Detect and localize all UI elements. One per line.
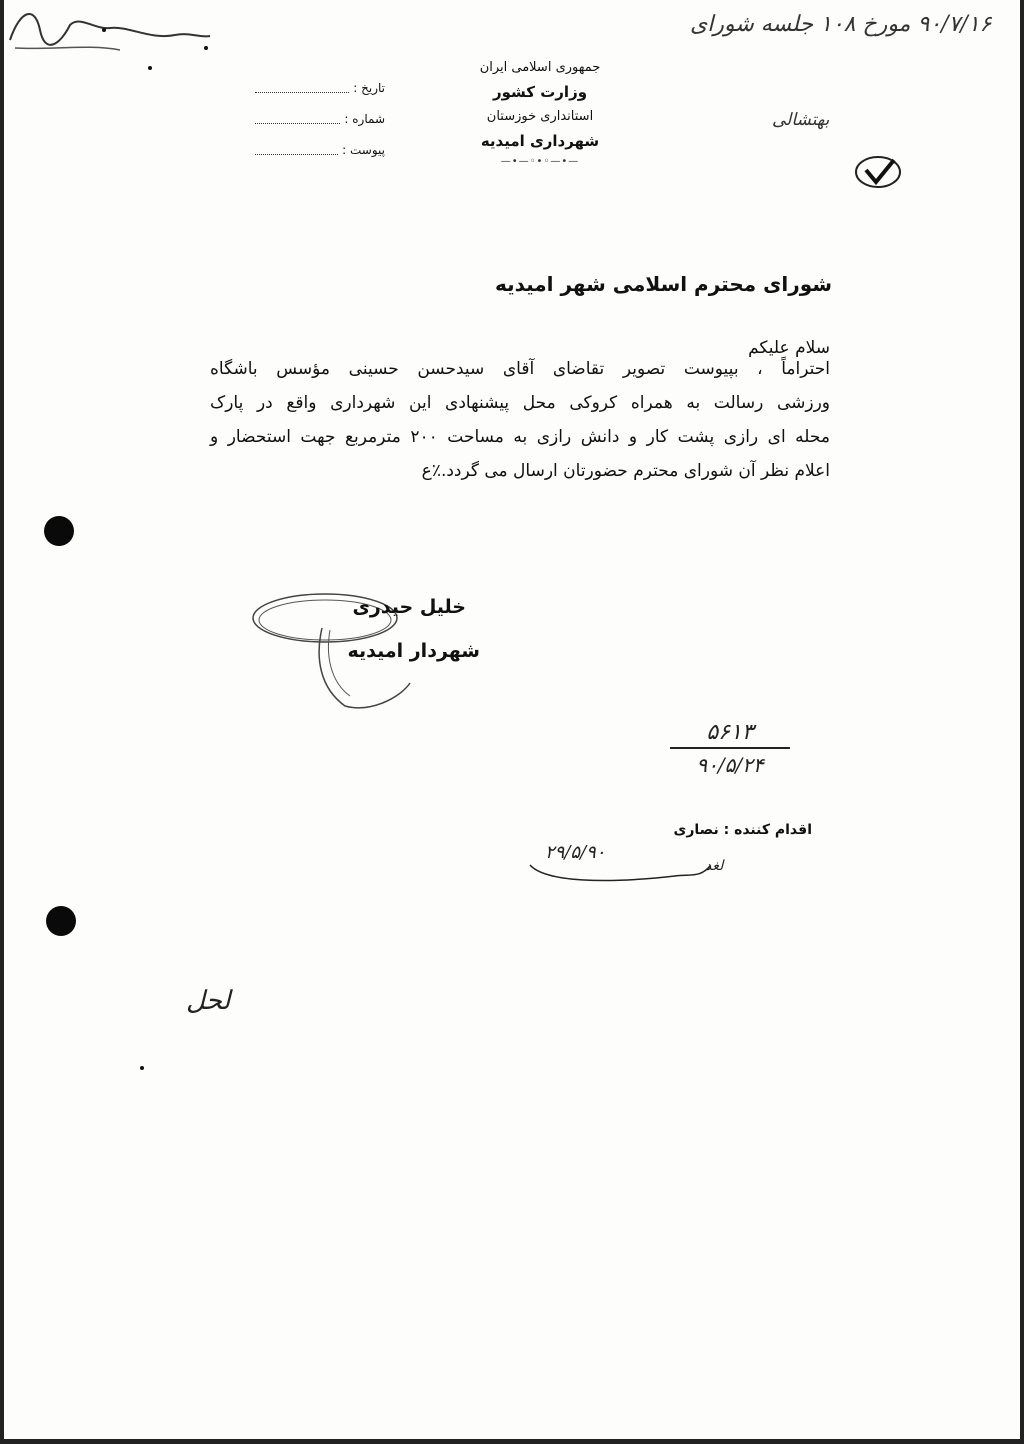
date-underline-scribble	[525, 860, 715, 890]
date-dotted-line	[255, 82, 349, 93]
letter-greeting: سلام علیکم	[748, 338, 830, 358]
handwritten-session-note: ۹۰/۷/۱۶ مورخ ۱۰۸ جلسه شورای	[690, 12, 992, 37]
reference-stamp	[670, 720, 790, 777]
scan-speck	[148, 66, 152, 70]
date-label: تاریخ :	[353, 80, 385, 95]
scan-speck	[204, 46, 208, 50]
action-officer: اقدام کننده : نصاری	[673, 822, 812, 838]
reference-date: ۹۰/۵/۲۴	[696, 753, 764, 777]
check-mark-icon	[852, 150, 912, 195]
attachment-field	[255, 134, 385, 165]
letterhead-province: استانداری خوزستان	[486, 109, 594, 124]
letter-body	[210, 352, 830, 488]
number-label: شماره :	[344, 111, 385, 126]
handwritten-scribble	[0, 0, 215, 60]
letter-body-line: محله ای رازی پشت کار و دانش رازی به مساحت ۲۰۰ مترمربع جهت استحضار و	[210, 427, 830, 447]
scan-edge-left	[0, 0, 4, 1444]
letter-body-line: احتراماً ، بپیوست تصویر تقاضای آقای سیدحسن حسینی مؤسس باشگاه	[210, 359, 830, 379]
attachment-label: پیوست :	[342, 142, 385, 157]
letterhead-municipality: شهرداری امیدیه	[480, 132, 600, 150]
handwritten-date: ۲۹/۵/۹۰	[545, 842, 606, 863]
reference-number: ۵۶۱۳	[670, 720, 790, 749]
scan-edge-bottom	[0, 1439, 1024, 1444]
handwritten-small-note: بهتشالی	[772, 110, 830, 130]
letterhead-ornament: —•—◦•◦—•—	[500, 156, 580, 167]
scan-edge-right	[1020, 0, 1024, 1444]
letter-body-line: ورزشی رسالت به همراه کروکی محل پیشنهادی این شهرداری واقع در پارک	[210, 393, 830, 413]
punch-hole	[44, 516, 74, 546]
letterhead	[440, 60, 640, 167]
letterhead-ministry: وزارت کشور	[492, 83, 588, 101]
number-field	[255, 103, 385, 134]
attachment-dotted-line	[255, 144, 338, 155]
letter-recipient-title: شورای محترم اسلامی شهر امیدیه	[494, 272, 832, 296]
letter-meta-fields	[255, 72, 385, 165]
signatory-name: خلیل حیدری	[352, 596, 466, 618]
letter-body-line: اعلام نظر آن شورای محترم حضورتان ارسال می گردد.٪ع	[421, 461, 830, 481]
scan-speck	[102, 28, 106, 32]
punch-hole	[46, 906, 76, 936]
number-dotted-line	[255, 113, 340, 124]
handwritten-date-mark: لغد	[705, 858, 724, 874]
signatory-title: شهردار امیدیه	[347, 640, 480, 662]
handwritten-bottom-mark: لحل	[186, 986, 231, 1016]
date-field	[255, 72, 385, 103]
letterhead-country: جمهوری اسلامی ایران	[479, 60, 601, 75]
scan-speck	[140, 1066, 144, 1070]
